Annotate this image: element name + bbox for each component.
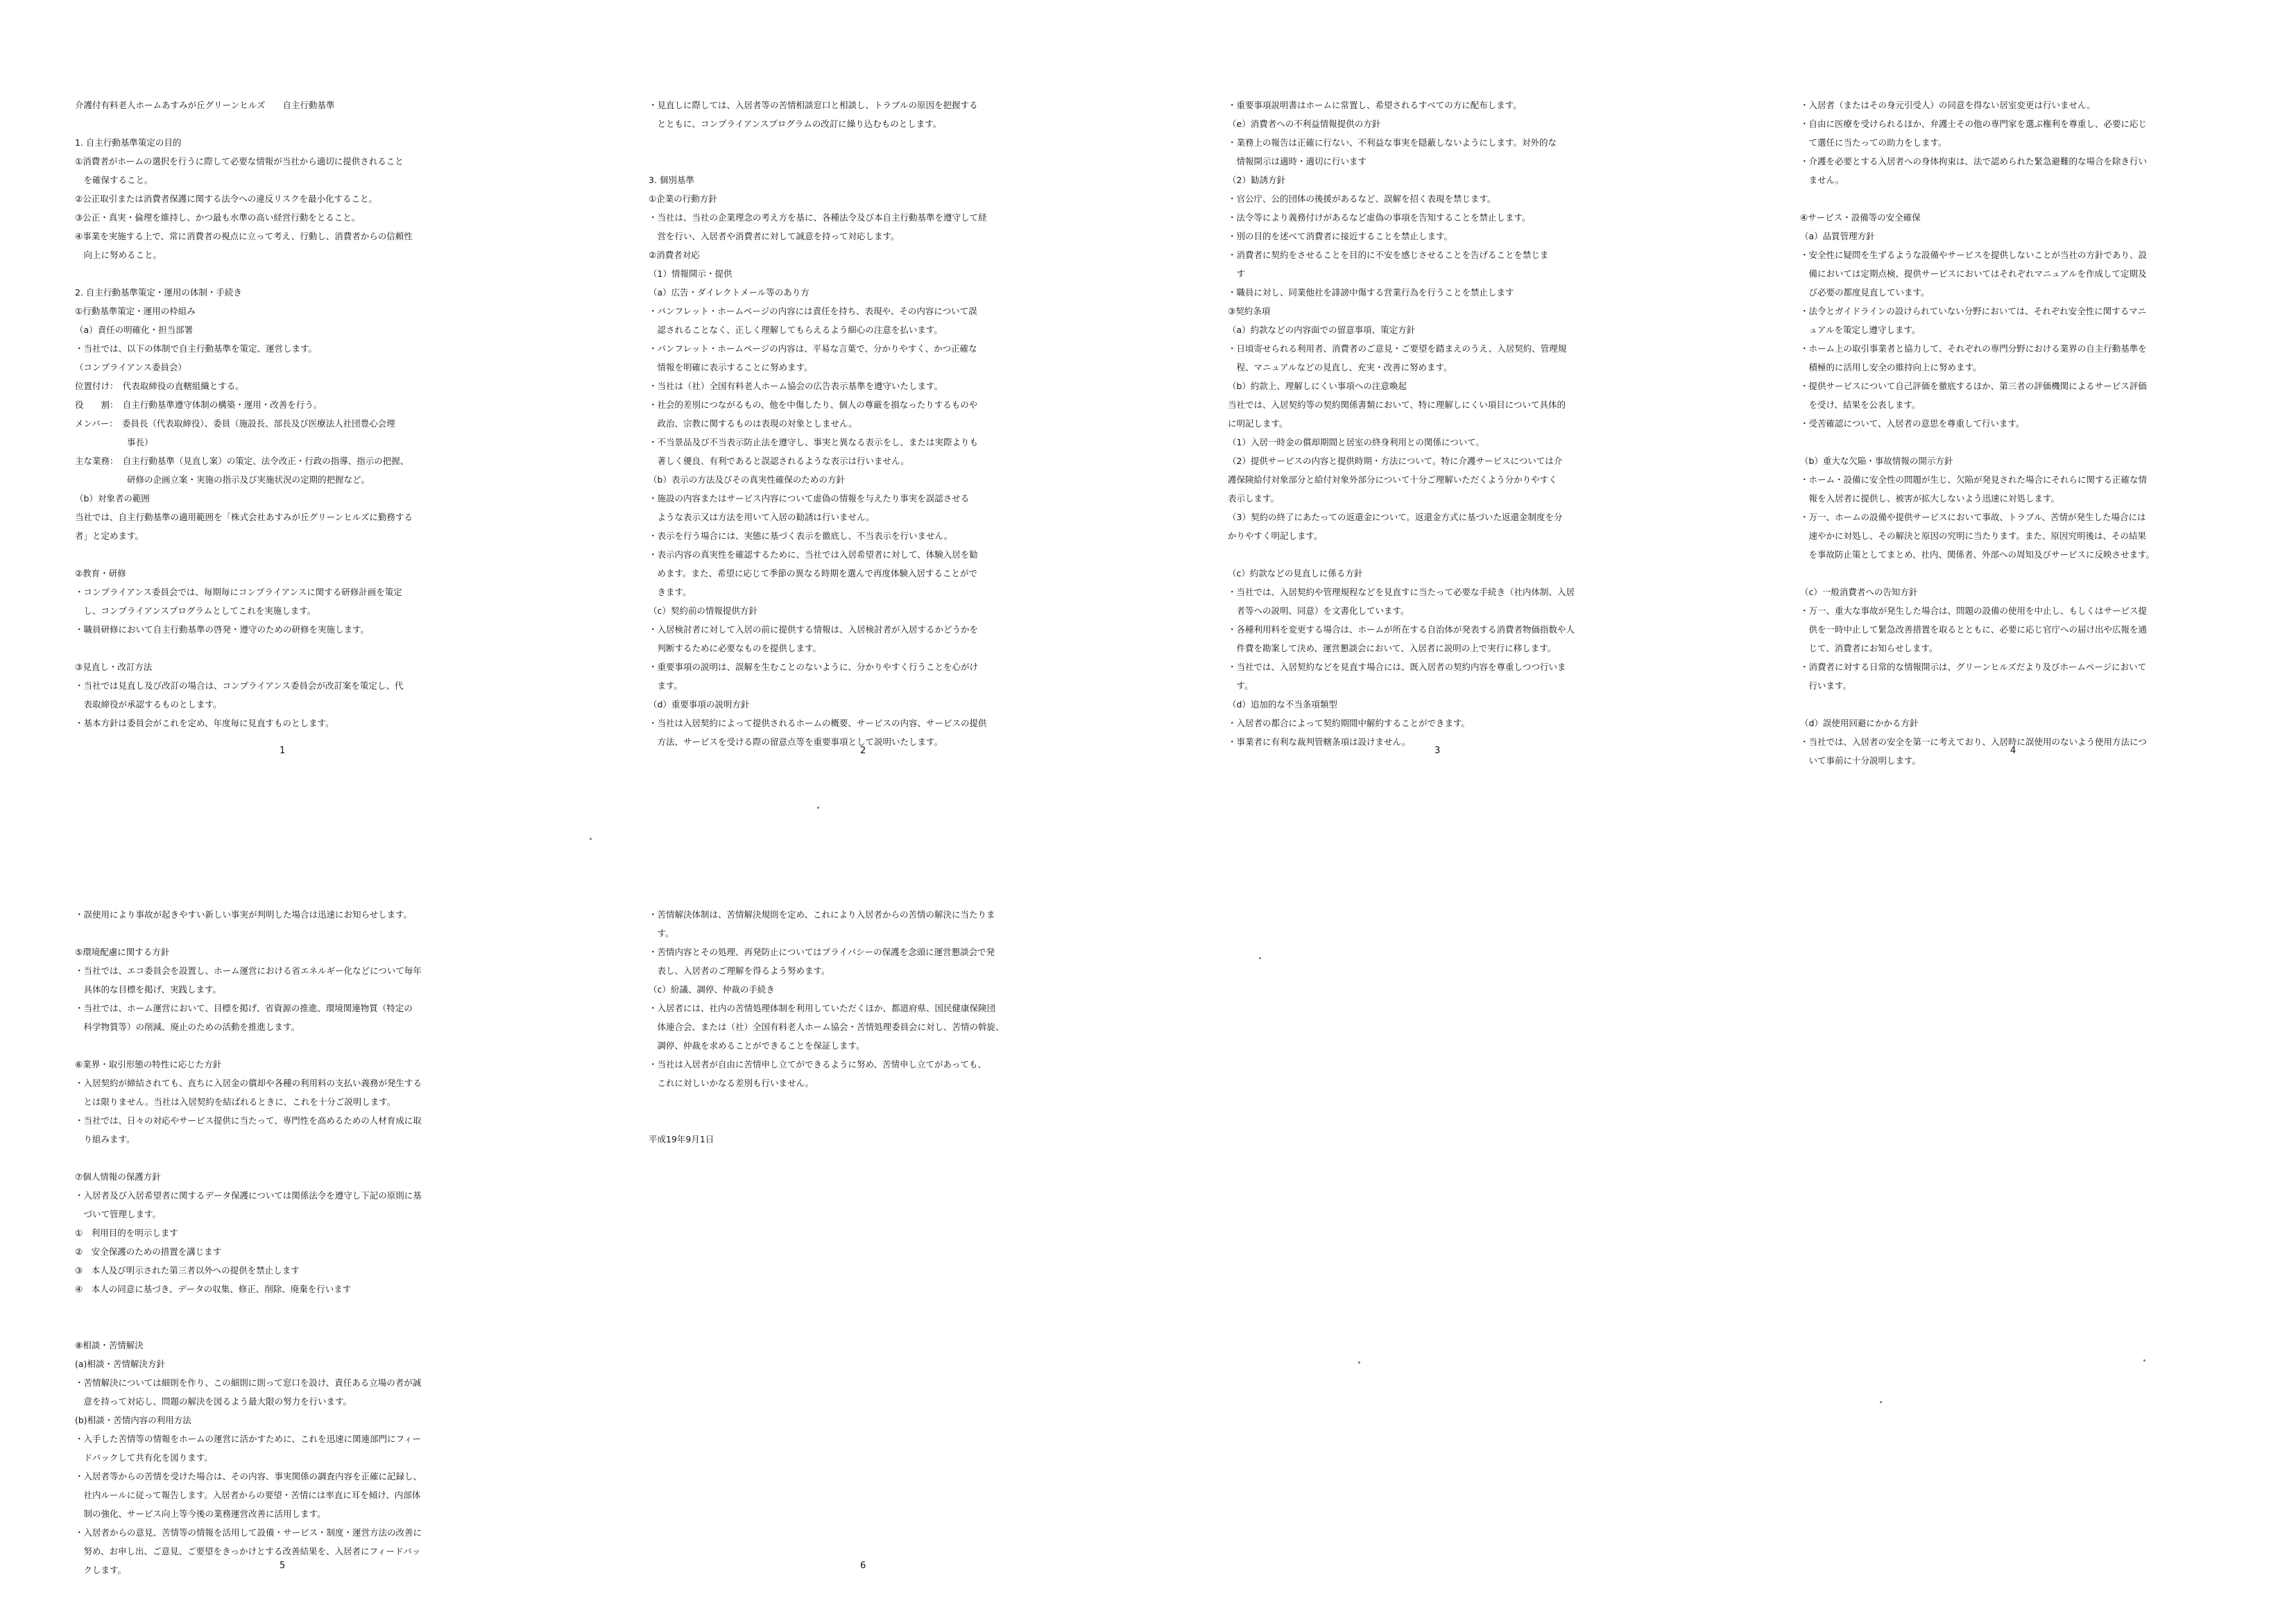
text-line: ・当社は入居者が自由に苦情申し立てができるように努め、苦情申し立てがあっても、 xyxy=(649,1059,986,1070)
text-line: ④事業を実施する上で、常に消費者の視点に立って考え、行動し、消費者からの信頼性 xyxy=(75,231,413,241)
text-line: ・苦情解決については細則を作り、この細則に則って窓口を設け、責任ある立場の者が誠 xyxy=(75,1377,422,1388)
text-line: ・安全性に疑問を生ずるような設備やサービスを提供しないことが当社の方針であり、設 xyxy=(1800,250,2148,260)
text-line xyxy=(75,545,526,564)
text-line: (a)相談・苦情解決方針 xyxy=(75,1359,165,1369)
text-line: ②教育・研修 xyxy=(75,568,126,578)
text-line: ません。 xyxy=(1800,175,1844,185)
text-line xyxy=(1800,564,2251,583)
text-line: づいて管理します。 xyxy=(75,1209,162,1219)
text-line: す xyxy=(1228,268,1246,279)
text-line: ・消費者に対する日常的な情報開示は、グリーンヒルズだより及びホームページにおいて xyxy=(1800,662,2147,672)
scan-speck xyxy=(1259,957,1261,959)
text-line: これに対しいかなる差別も行いません。 xyxy=(649,1078,814,1088)
text-line: ・当社では、ホーム運営において、目標を掲げ、省資源の推進、環境関連物質（特定の xyxy=(75,1003,413,1013)
text-line: を受け、結果を公表します。 xyxy=(1800,400,1921,410)
text-line: ④ 本人の同意に基づき、データの収集、修正、削除、廃棄を行います xyxy=(75,1284,352,1294)
text-line: 制の強化、サービス向上等今後の業務運営改善に活用します。 xyxy=(75,1509,326,1519)
text-line: 2. 自主行動基準策定・運用の体制・手続き xyxy=(75,287,242,298)
text-line: 事長） xyxy=(75,437,153,447)
text-line: ①消費者がホームの選択を行うに際して必要な情報が当社から適切に提供されること xyxy=(75,156,404,166)
text-line: とは限りません。当社は入居契約を結ばれるときに、これを十分ご説明します。 xyxy=(75,1097,396,1107)
text-line: （d）誤使用回避にかかる方針 xyxy=(1800,718,1919,728)
text-line: ・社会的差別につながるもの、他を中傷したり、個人の尊厳を損なったりするものや xyxy=(649,400,978,410)
text-line: ・万一、重大な事故が発生した場合は、問題の設備の使用を中止し、もしくはサービス提 xyxy=(1800,606,2148,616)
text-line: ・自由に医療を受けられるほか、弁護士その他の専門家を選ぶ権利を尊重し、必要に応じ xyxy=(1800,119,2148,129)
text-line: （c）一般消費者への告知方針 xyxy=(1800,587,1918,597)
text-line: ・当社では、入居者の安全を第一に考えており、入居時に誤使用のないよう使用方法につ xyxy=(1800,737,2147,747)
text-line: 者等への説明、同意）を文書化しています。 xyxy=(1228,606,1410,616)
text-line: ・職員研修において自主行動基準の啓発・遵守のための研修を実施します。 xyxy=(75,624,370,635)
text-line: ます。 xyxy=(649,680,683,691)
text-line xyxy=(649,1111,1106,1130)
text-line: ・当社では、入居契約や管理規程などを見直すに当たって必要な手続き（社内体制、入居 xyxy=(1228,587,1575,597)
text-line: （a）品質管理方針 xyxy=(1800,231,1875,241)
text-line: （a）責任の明確化・担当部署 xyxy=(75,325,194,335)
text-line: じて、消費者にお知らせします。 xyxy=(1800,643,1938,653)
text-line: 表示します。 xyxy=(1228,493,1280,504)
text-line: 表し、入居者のご理解を得るよう努めます。 xyxy=(649,965,830,976)
text-line: ②消費者対応 xyxy=(649,250,700,260)
text-line: ・法令とガイドラインの設けられていない分野においては、それぞれ安全性に関するマニ xyxy=(1800,306,2147,316)
text-line: ⑥業界・取引形態の特性に応じた方針 xyxy=(75,1059,222,1070)
text-line: 速やかに対処し、その解決と原因の究明に当たります。また、原因究明後は、その結果 xyxy=(1800,531,2147,541)
text-line: ・日頃寄せられる利用者、消費者のご意見・ご要望を踏まえのうえ、入居契約、管理規 xyxy=(1228,343,1567,354)
text-line xyxy=(1800,433,2251,452)
text-line: 1. 自主行動基準策定の目的 xyxy=(75,137,182,148)
text-line: ・パンフレット・ホームページの内容は、平易な言葉で、分かりやすく、かつ正確な xyxy=(649,343,977,354)
text-line: 具体的な目標を掲げ、実践します。 xyxy=(75,984,222,995)
text-line xyxy=(75,639,526,658)
text-line: （3）契約の終了にあたっての返還金について。返還金方式に基づいた返還金制度を分 xyxy=(1228,512,1563,522)
text-line: （2）勧誘方針 xyxy=(1228,175,1285,185)
text-line: ュアルを策定し遵守します。 xyxy=(1800,325,1921,335)
scan-speck xyxy=(1880,1401,1882,1403)
page-number-6: 6 xyxy=(860,1561,866,1571)
text-line: を事故防止策としてまとめ、社内、関係者、外部への周知及びサービスに反映させます。 xyxy=(1800,549,2155,560)
text-line: 当社では、入居契約等の契約関係書類において、特に理解しにくい項目について具体的 xyxy=(1228,400,1566,410)
text-line: ・官公庁、公的団体の後援があるなど、誤解を招く表現を禁じます。 xyxy=(1228,194,1496,204)
text-line: ④サービス・設備等の安全確保 xyxy=(1800,212,1921,223)
text-line: ・介護を必要とする入居者への身体拘束は、法で認められた緊急避難的な場合を除き行い xyxy=(1800,156,2148,166)
page-2 xyxy=(649,96,1106,751)
text-line: ② 安全保護のための措置を講じます xyxy=(75,1246,222,1257)
text-line: ・重要事項の説明は、誤解を生むことのないように、分かりやすく行うことを心がけ xyxy=(649,662,979,672)
text-line: ・見直しに際しては、入居者等の苦情相談窓口と相談し、トラブルの原因を把握する xyxy=(649,100,978,110)
text-line: 当社では、自主行動基準の適用範囲を「株式会社あすみが丘グリーンヒルズに勤務する xyxy=(75,512,413,522)
text-line: ③契約条項 xyxy=(1228,306,1271,316)
text-line xyxy=(649,133,1106,152)
text-line xyxy=(75,1317,526,1336)
text-line: （c）紛議、調停、仲裁の手続き xyxy=(649,984,775,995)
text-line: ・当社は、当社の企業理念の考え方を基に、各種法令及び本自主行動基準を遵守して経 xyxy=(649,212,987,223)
text-line: ・施設の内容またはサービス内容について虚偽の情報を与えたり事実を誤認させる xyxy=(649,493,970,504)
text-line: 程、マニュアルなどの見直し、充実・改善に努めます。 xyxy=(1228,362,1453,372)
text-line: ・当社では、以下の体制で自主行動基準を策定、運営します。 xyxy=(75,343,318,354)
text-line: （2）提供サービスの内容と提供時期・方法について。特に介護サービスについては介 xyxy=(1228,456,1563,466)
scan-speck xyxy=(590,838,592,840)
page-number-2: 2 xyxy=(860,746,866,756)
text-line: ・事業者に有利な裁判管轄条項は設けません。 xyxy=(1228,737,1411,747)
text-line: （b）約款上、理解しにくい事項への注意喚起 xyxy=(1228,381,1407,391)
text-line xyxy=(1800,695,2251,714)
text-line: （d）重要事項の説明方針 xyxy=(649,699,750,710)
text-line: ・入居者（またはその身元引受人）の同意を得ない居室変更は行いません。 xyxy=(1800,100,2096,110)
scan-speck xyxy=(2143,1359,2145,1362)
text-line: て選任に当たっての助力をします。 xyxy=(1800,137,1947,148)
text-line: （c）約款などの見直しに係る方針 xyxy=(1228,568,1363,578)
text-line xyxy=(75,924,526,943)
text-line: ・受苦確認について、入居者の意思を尊重して行います。 xyxy=(1800,418,2025,429)
text-line: ・表示内容の真実性を確認するために、当社では入居希望者に対して、体験入居を勧 xyxy=(649,549,978,560)
text-line: ような表示又は方法を用いて入居の勧誘は行いません。 xyxy=(649,512,875,522)
text-line: ⑤環境配慮に関する方針 xyxy=(75,947,170,957)
text-line: に明記します。 xyxy=(1228,418,1288,429)
page-number-3: 3 xyxy=(1434,746,1441,756)
text-line: 位置付け： 代表取締役の直轄組織とする。 xyxy=(75,381,244,391)
text-line: ③公正・真実・倫理を維持し、かつ最も水準の高い経営行動をとること。 xyxy=(75,212,361,223)
text-line: （a）約款などの内容面での留意事項、策定方針 xyxy=(1228,325,1416,335)
text-line: 行います。 xyxy=(1800,680,1852,691)
text-line: 認されることなく、正しく理解してもらえるよう細心の注意を払います。 xyxy=(649,325,943,335)
text-line: ・入居者の都合によって契約期間中解約することができます。 xyxy=(1228,718,1471,728)
text-line: 向上に努めること。 xyxy=(75,250,162,260)
text-line: ・提供サービスについて自己評価を徹底するほか、第三者の評価機関によるサービス評価 xyxy=(1800,381,2147,391)
text-line: （1）情報開示・提供 xyxy=(649,268,733,279)
text-line: ・入居者には、社内の苦情処理体制を利用していただくほか、都道府県、国民健康保険団 xyxy=(649,1003,996,1013)
text-line: めます。また、希望に応じて季節の異なる時期を選んで再度体験入居することがで xyxy=(649,568,978,578)
text-line: （a）広告・ダイレクトメール等のあり方 xyxy=(649,287,809,298)
text-line: 意を持って対応し、問題の解決を図るよう最大限の努力を行います。 xyxy=(75,1396,352,1407)
text-line: 政治、宗教に関するものは表現の対象としません。 xyxy=(649,418,857,429)
text-line: ・別の目的を述べて消費者に接近することを禁止します。 xyxy=(1228,231,1453,241)
text-line: を確保すること。 xyxy=(75,175,153,185)
text-line: し、コンプライアンスプログラムとしてこれを実施します。 xyxy=(75,606,316,616)
text-line: 体連合会、または（社）全国有料老人ホーム協会・苦情処理委員会に対し、苦情の斡旋、 xyxy=(649,1022,1004,1032)
text-line: （b）表示の方法及びその真実性確保のための方針 xyxy=(649,474,845,485)
text-line: 研修の企画立案・実施の指示及び実施状況の定期的把握など。 xyxy=(75,474,370,485)
text-line: ③見直し・改訂方法 xyxy=(75,662,153,672)
text-line: ・当社は入居契約によって提供されるホームの概要、サービスの内容、サービスの提供 xyxy=(649,718,987,728)
text-line xyxy=(1228,545,1686,564)
text-line: ・苦情内容とその処理、再発防止についてはプライバシーの保護を念頭に運営懇談会で発 xyxy=(649,947,995,957)
text-line: 者」と定めます。 xyxy=(75,531,144,541)
text-line: す。 xyxy=(649,928,674,938)
text-line: ・入居者及び入居希望者に関するデータ保護については関係法令を遵守し下記の原則に基 xyxy=(75,1190,422,1201)
text-line: ・入手した苦情等の情報をホームの運営に活かすために、これを迅速に関連部門にフィー xyxy=(75,1434,422,1444)
text-line: （d）追加的な不当条項類型 xyxy=(1228,699,1337,710)
text-line: ・誤使用により事故が起きやすい新しい事実が判明した場合は迅速にお知らせします。 xyxy=(75,909,413,920)
text-line: ドバックして共有化を図ります。 xyxy=(75,1452,213,1463)
text-line: ・ホーム上の取引事業者と協力して、それぞれの専門分野における業界の自主行動基準を xyxy=(1800,343,2147,354)
page-number-1: 1 xyxy=(280,746,286,756)
page-3 xyxy=(1228,96,1686,751)
text-line: ・法令等により義務付けがあるなど虚偽の事項を告知することを禁止します。 xyxy=(1228,212,1531,223)
text-line xyxy=(75,1149,526,1167)
page-1 xyxy=(75,96,526,732)
text-line: 積極的に活用し安全の維持向上に努めます。 xyxy=(1800,362,1982,372)
text-line: （b）重大な欠陥・事故情報の開示方針 xyxy=(1800,456,1953,466)
text-line xyxy=(75,1298,526,1317)
text-line: （コンプライアンス委員会） xyxy=(75,362,187,372)
text-line: （1）入居一時金の償却期間と居室の終身利用との関係について。 xyxy=(1228,437,1484,447)
page-4 xyxy=(1800,96,2251,770)
text-line xyxy=(75,1036,526,1055)
text-line: ⑧相談・苦情解決 xyxy=(75,1340,144,1350)
text-line: 3. 個別基準 xyxy=(649,175,694,185)
text-line: ・表示を行う場合には、実態に基づく表示を徹底し、不当表示を行いません。 xyxy=(649,531,953,541)
text-line: ・入居者等からの苦情を受けた場合は、その内容、事実関係の調査内容を正確に記録し、 xyxy=(75,1471,422,1482)
text-line: ・当社は（社）全国有料老人ホーム協会の広告表示基準を遵守いたします。 xyxy=(649,381,943,391)
text-line: ⑦個人情報の保護方針 xyxy=(75,1171,161,1182)
text-line: ・当社では見直し及び改訂の場合は、コンプライアンス委員会が改訂案を策定し、代 xyxy=(75,680,404,691)
text-line: 護保険給付対象部分と給付対象外部分について十分ご理解いただくよう分かりやすく xyxy=(1228,474,1557,485)
text-line: きます。 xyxy=(649,587,692,597)
text-line: ・入居者からの意見、苦情等の情報を活用して設備・サービス・制度・運営方法の改善に xyxy=(75,1527,422,1538)
text-line: 情報を明確に表示することに努めます。 xyxy=(649,362,813,372)
text-line xyxy=(1800,189,2251,208)
scan-speck xyxy=(817,807,819,809)
text-line: 努め、お申し出、ご意見、ご要望をきっかけとする改善結果を、入居者にフィードバッ xyxy=(75,1546,421,1556)
text-line: ・万一、ホームの設備や提供サービスにおいて事故、トラブル、苦情が発生した場合には xyxy=(1800,512,2146,522)
text-line: ・職員に対し、同業他社を誹謗中傷する営業行為を行うことを禁止します xyxy=(1228,287,1514,298)
text-line: ・基本方針は委員会がこれを定め、年度毎に見直すものとします。 xyxy=(75,718,334,728)
text-line: ・各種利用料を変更する場合は、ホームが所在する自治体が発表する消費者物価指数や人 xyxy=(1228,624,1575,635)
page-number-5: 5 xyxy=(280,1561,286,1571)
text-line: 件費を勘案して決め、運営懇談会において、入居者に説明の上で実行に移します。 xyxy=(1228,643,1557,653)
text-line: いて事前に十分説明します。 xyxy=(1800,755,1921,766)
text-line: （e）消費者への不利益情報提供の方針 xyxy=(1228,119,1381,129)
text-line: 営を行い、入居者や消費者に対して誠意を持って対応します。 xyxy=(649,231,900,241)
text-line: 調停、仲裁を求めることができることを保証します。 xyxy=(649,1040,865,1051)
text-line: かりやすく明記します。 xyxy=(1228,531,1323,541)
text-line: 報を入居者に提供し、被害が拡大しないよう迅速に対処します。 xyxy=(1800,493,2060,504)
text-line: 平成19年9月1日 xyxy=(649,1134,714,1144)
text-line: ・業務上の報告は正確に行ない、不利益な事実を隠蔽しないようにします。対外的な xyxy=(1228,137,1557,148)
text-line: ・重要事項説明書はホームに常置し、希望されるすべての方に配布します。 xyxy=(1228,100,1522,110)
scan-speck xyxy=(1358,1362,1360,1364)
text-line: 介護付有料老人ホームあすみが丘グリーンヒルズ 自主行動基準 xyxy=(75,100,335,110)
text-line: ①企業の行動方針 xyxy=(649,194,717,204)
text-line: 科学物質等）の削減、廃止のための活動を推進します。 xyxy=(75,1022,300,1032)
text-line: 表取締役が承認するものとします。 xyxy=(75,699,222,710)
text-line: す。 xyxy=(1228,680,1253,691)
text-line: (b)相談・苦情内容の利用方法 xyxy=(75,1415,191,1425)
text-line: ②公正取引または消費者保護に関する法令への違反リスクを最小化すること。 xyxy=(75,194,377,204)
text-line: 備においては定期点検、提供サービスにおいてはそれぞれマニュアルを作成して定期及 xyxy=(1800,268,2147,279)
text-line: クします。 xyxy=(75,1565,127,1575)
text-line: び必要の都度見直しています。 xyxy=(1800,287,1930,298)
text-line xyxy=(649,1092,1106,1111)
text-line: ・パンフレット・ホームページの内容には責任を持ち、表現や、その内容について誤 xyxy=(649,306,977,316)
text-line: ・入居契約が締結されても、直ちに入居金の償却や各種の利用料の支払い義務が発生する xyxy=(75,1078,422,1088)
text-line xyxy=(75,114,526,133)
text-line: 判断するために必要なものを提供します。 xyxy=(649,643,822,653)
text-line: ・コンプライアンス委員会では、毎期毎にコンプライアンスに関する研修計画を策定 xyxy=(75,587,402,597)
page-5 xyxy=(75,905,526,1579)
text-line: 供を一時中止して緊急改善措置を取るとともに、必要に応じ官庁への届け出や広報を通 xyxy=(1800,624,2148,635)
text-line: 方法、サービスを受ける際の留意点等を重要事項として説明いたします。 xyxy=(649,737,943,747)
text-line: （c）契約前の情報提供方針 xyxy=(649,606,757,616)
text-line: ・当社では、入居契約などを見直す場合には、既入居者の契約内容を尊重しつつ行いま xyxy=(1228,662,1566,672)
text-line: とともに、コンプライアンスプログラムの改訂に繰り込むものとします。 xyxy=(649,119,942,129)
text-line: ・当社では、日々の対応やサービス提供に当たって、専門性を高めるための人材育成に取 xyxy=(75,1115,422,1126)
text-line: ・消費者に契約をさせることを目的に不安を感じさせることを告げることを禁じま xyxy=(1228,250,1549,260)
text-line: ・ホーム・設備に安全性の問題が生じ、欠陥が発見された場合にそれらに関する正確な情 xyxy=(1800,474,2148,485)
text-line: 主な業務： 自主行動基準（見直し案）の策定、法令改正・行政の指導、指示の把握、 xyxy=(75,456,409,466)
text-line: ・当社では、エコ委員会を設置し、ホーム運営における省エネルギー化などについて毎年 xyxy=(75,965,422,976)
page-number-4: 4 xyxy=(2010,746,2016,756)
text-line: ・不当景品及び不当表示防止法を遵守し、事実と異なる表示をし、または実際よりも xyxy=(649,437,979,447)
text-line xyxy=(649,152,1106,171)
page-6 xyxy=(649,905,1106,1149)
text-line: 役 割： 自主行動基準遵守体制の構築・運用・改善を行う。 xyxy=(75,400,323,410)
text-line: 著しく優良、有利であると誤認されるような表示は行いません。 xyxy=(649,456,909,466)
text-line: ・入居検討者に対して入居の前に提供する情報は、入居検討者が入居するかどうかを xyxy=(649,624,979,635)
text-line: 情報開示は適時・適切に行います xyxy=(1228,156,1367,166)
text-line: ①行動基準策定・運用の枠組み xyxy=(75,306,196,316)
text-line: 社内ルールに従って報告します。入居者からの要望・苦情には率直に耳を傾け、内部体 xyxy=(75,1490,421,1500)
text-line xyxy=(75,264,526,283)
text-line: メンバー： 委員長（代表取締役）、委員（施設長、部長及び医療法人社団豊心会理 xyxy=(75,418,395,429)
text-line: ① 利用目的を明示します xyxy=(75,1228,178,1238)
text-line: り組みます。 xyxy=(75,1134,135,1144)
text-line: （b）対象者の範囲 xyxy=(75,493,150,504)
text-line: ・苦情解決体制は、苦情解決規則を定め、これにより入居者からの苦情の解決に当たりま xyxy=(649,909,995,920)
text-line: ③ 本人及び明示された第三者以外への提供を禁止します xyxy=(75,1265,300,1276)
